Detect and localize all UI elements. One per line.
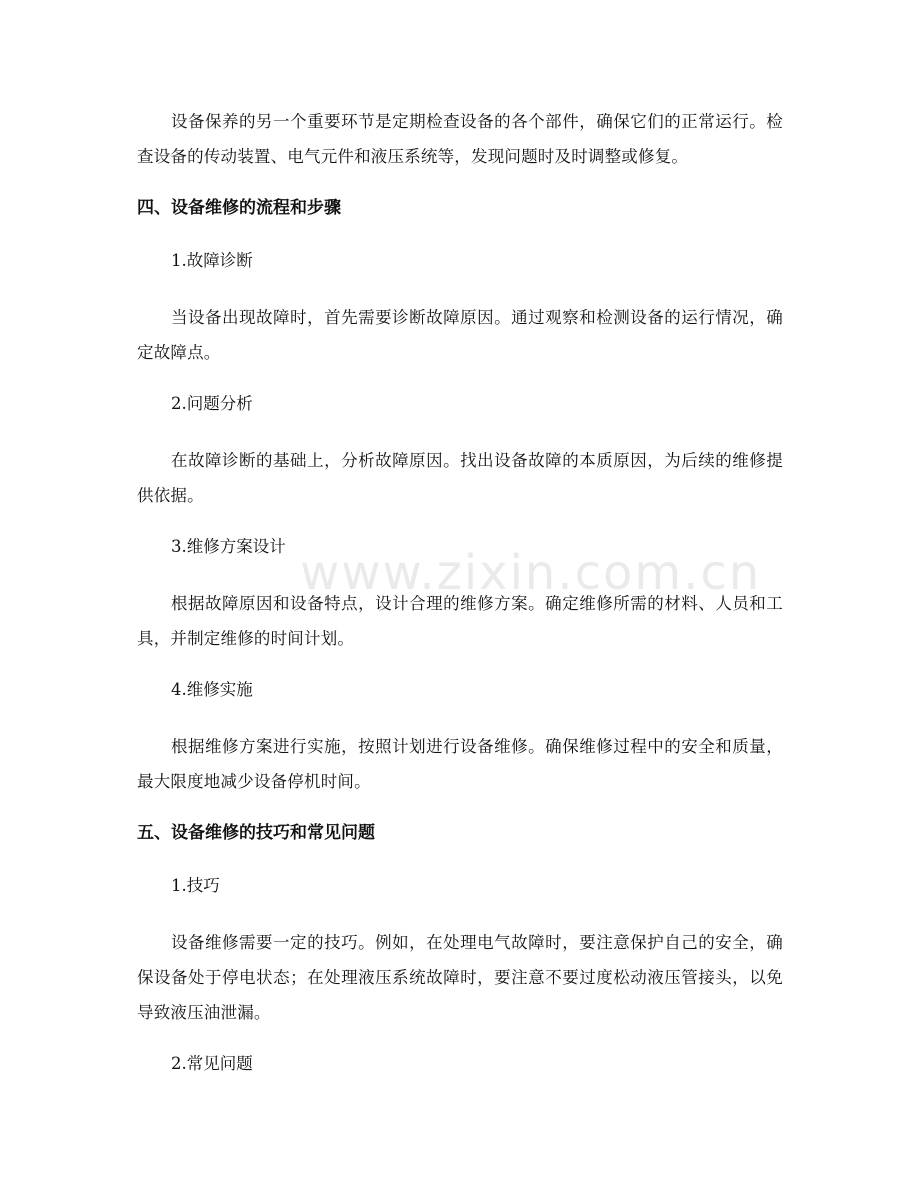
paragraph-problem-analysis: 在故障诊断的基础上，分析故障原因。找出设备故障的本质原因，为后续的维修提供依据。 (137, 451, 783, 505)
section-heading-repair-techniques: 五、设备维修的技巧和常见问题 (137, 823, 375, 843)
paragraph-techniques: 设备维修需要一定的技巧。例如，在处理电气故障时，要注意保护自己的安全，确保设备处于停电状态；在处理液压系统故障时，要注意不要过度松动液压管接头，以免导致液压油泄漏。 (137, 933, 783, 1022)
subheading-techniques: 1.技巧 (171, 876, 220, 895)
watermark: www.zixin.com.cn (300, 545, 762, 601)
subheading-problem-analysis: 2.问题分析 (171, 394, 253, 413)
paragraph-repair-implementation: 根据维修方案进行实施，按照计划进行设备维修。确保维修过程中的安全和质量，最大限度地减少设备停机时间。 (137, 737, 783, 791)
subheading-repair-plan-design: 3.维修方案设计 (171, 537, 286, 556)
paragraph-fault-diagnosis: 当设备出现故障时，首先需要诊断故障原因。通过观察和检测设备的运行情况，确定故障点。 (137, 308, 783, 362)
paragraph-maintenance-inspection: 设备保养的另一个重要环节是定期检查设备的各个部件，确保它们的正常运行。检查设备的传动装置、电气元件和液压系统等，发现问题时及时调整或修复。 (137, 112, 783, 166)
subheading-common-problems: 2.常见问题 (171, 1054, 253, 1073)
subheading-repair-implementation: 4.维修实施 (171, 680, 253, 699)
paragraph-repair-plan-design: 根据故障原因和设备特点，设计合理的维修方案。确定维修所需的材料、人员和工具，并制定维修的时间计划。 (137, 594, 783, 648)
subheading-fault-diagnosis: 1.故障诊断 (171, 251, 253, 270)
document-body (137, 104, 783, 1103)
section-heading-repair-process: 四、设备维修的流程和步骤 (137, 198, 341, 218)
